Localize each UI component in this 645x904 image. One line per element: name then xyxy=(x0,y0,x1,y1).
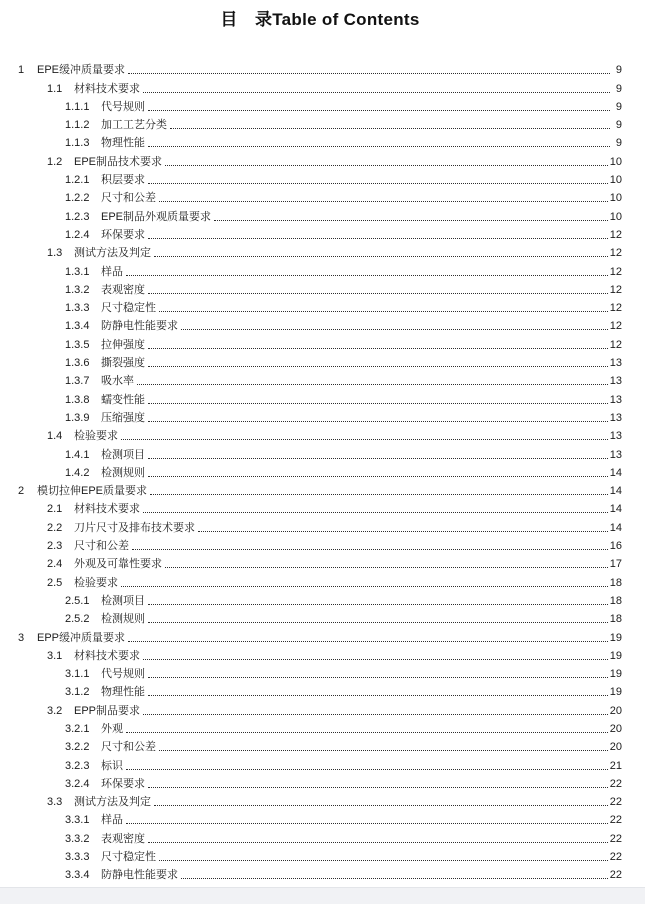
toc-entry-page: 13 xyxy=(609,411,622,424)
dot-leader-icon xyxy=(148,842,608,843)
dot-leader-icon xyxy=(148,604,608,605)
dot-leader-icon xyxy=(148,421,608,422)
toc-entry-number: 1.3.6 xyxy=(65,357,90,370)
toc-entry-label: 蠕变性能 xyxy=(101,393,145,406)
toc-entry-page: 14 xyxy=(609,503,622,516)
toc-entry[interactable] xyxy=(47,78,622,96)
toc-entry[interactable] xyxy=(65,133,622,151)
toc-entry-number: 1.3.8 xyxy=(65,393,90,406)
toc-entry[interactable] xyxy=(65,737,622,755)
toc-entry-label: 环保要求 xyxy=(101,777,145,790)
page-bottom-gap xyxy=(0,887,645,904)
toc-entry-number: 1.3.4 xyxy=(65,320,90,333)
toc-entry-label: 积层要求 xyxy=(101,174,145,187)
dot-leader-icon xyxy=(126,275,608,276)
dot-leader-icon xyxy=(143,714,608,715)
toc-entry[interactable] xyxy=(65,298,622,316)
toc-entry-page: 19 xyxy=(609,631,622,644)
toc-entry-label: 物理性能 xyxy=(101,137,145,150)
toc-entry[interactable] xyxy=(47,517,622,535)
toc-entry-label: 尺寸稳定性 xyxy=(101,851,156,864)
toc-entry[interactable] xyxy=(65,664,622,682)
toc-entry-page: 17 xyxy=(609,558,622,571)
toc-entry-label: 样品 xyxy=(101,814,123,827)
toc-entry-number: 2.1 xyxy=(47,503,63,516)
dot-leader-icon xyxy=(148,677,608,678)
dot-leader-icon xyxy=(126,732,608,733)
toc-entry[interactable] xyxy=(65,847,622,865)
toc-entry[interactable] xyxy=(65,170,622,188)
toc-entry-page: 19 xyxy=(609,686,622,699)
dot-leader-icon xyxy=(148,622,608,623)
dot-leader-icon xyxy=(214,220,608,221)
toc-entry-number: 1.3.1 xyxy=(65,265,90,278)
dot-leader-icon xyxy=(148,458,608,459)
dot-leader-icon xyxy=(143,659,608,660)
toc-entry-page: 14 xyxy=(609,485,622,498)
toc-entry-page: 14 xyxy=(609,521,622,534)
toc-entry-label: 尺寸和公差 xyxy=(101,741,156,754)
toc-entry-label: 刀片尺寸及排布技术要求 xyxy=(74,521,195,534)
toc-entry[interactable] xyxy=(65,371,622,389)
toc-entry-page: 12 xyxy=(609,283,622,296)
toc-entry-number: 3.3.4 xyxy=(65,869,90,882)
dot-leader-icon xyxy=(154,805,608,806)
toc-entry-label: 代号规则 xyxy=(101,100,145,113)
dot-leader-icon xyxy=(148,238,608,239)
toc-entry[interactable] xyxy=(18,627,622,645)
toc-entry-label: 模切拉伸EPE质量要求 xyxy=(37,485,148,498)
toc-entry-label: 拉伸强度 xyxy=(101,338,145,351)
toc-entry-page: 22 xyxy=(609,796,622,809)
toc-entry[interactable] xyxy=(65,682,622,700)
toc-entry[interactable] xyxy=(65,828,622,846)
toc-entry-page: 10 xyxy=(609,155,622,168)
dot-leader-icon xyxy=(159,750,608,751)
toc-entry-label: EPE缓冲质量要求 xyxy=(37,64,126,77)
toc-entry-page: 13 xyxy=(609,430,622,443)
toc-entry-number: 2.5 xyxy=(47,576,63,589)
toc-entry-number: 1.3.5 xyxy=(65,338,90,351)
toc-entry-number: 3.2.4 xyxy=(65,777,90,790)
toc-entry-page: 12 xyxy=(609,265,622,278)
dot-leader-icon xyxy=(128,641,608,642)
toc-entry-page: 12 xyxy=(609,338,622,351)
toc-entry-number: 2.5.1 xyxy=(65,594,90,607)
toc-entry-page: 13 xyxy=(609,357,622,370)
dot-leader-icon xyxy=(148,293,608,294)
toc-entry[interactable] xyxy=(47,646,622,664)
toc-entry-page: 18 xyxy=(609,613,622,626)
toc-entry[interactable] xyxy=(47,499,622,517)
toc-entry-page: 9 xyxy=(615,82,622,95)
toc-entry-number: 1.2 xyxy=(47,155,63,168)
toc-entry-number: 2.5.2 xyxy=(65,613,90,626)
toc-entry[interactable] xyxy=(65,316,622,334)
toc-entry-page: 9 xyxy=(615,100,622,113)
toc-entry-number: 1.3.7 xyxy=(65,375,90,388)
toc-entry-label: 压缩强度 xyxy=(101,411,145,424)
toc-entry-label: 吸水率 xyxy=(101,375,134,388)
toc-entry-label: 撕裂强度 xyxy=(101,357,145,370)
toc-entry[interactable] xyxy=(18,60,622,78)
toc-entry[interactable] xyxy=(47,243,622,261)
toc-entry[interactable] xyxy=(65,206,622,224)
toc-entry[interactable] xyxy=(47,572,622,590)
toc-entry-page: 20 xyxy=(609,741,622,754)
toc-entry-number: 1.2.3 xyxy=(65,210,90,223)
toc-entry-label: 外观 xyxy=(101,722,123,735)
dot-leader-icon xyxy=(126,769,608,770)
toc-entry-label: 检测项目 xyxy=(101,594,145,607)
toc-entry-page: 18 xyxy=(609,594,622,607)
toc-entry-number: 1.2.2 xyxy=(65,192,90,205)
toc-entry-label: 测试方法及判定 xyxy=(74,796,151,809)
toc-list xyxy=(18,60,622,883)
toc-entry-page: 16 xyxy=(609,540,622,553)
toc-entry-label: 防静电性能要求 xyxy=(101,869,178,882)
toc-entry-number: 1.3.2 xyxy=(65,283,90,296)
toc-entry-number: 3.3.3 xyxy=(65,851,90,864)
toc-entry[interactable] xyxy=(65,810,622,828)
toc-entry-page: 18 xyxy=(609,576,622,589)
toc-entry[interactable] xyxy=(65,463,622,481)
toc-entry-label: 检测规则 xyxy=(101,613,145,626)
toc-entry-label: 物理性能 xyxy=(101,686,145,699)
toc-entry-label: 表观密度 xyxy=(101,283,145,296)
toc-entry-page: 22 xyxy=(609,814,622,827)
toc-entry-page: 10 xyxy=(609,174,622,187)
toc-entry-page: 14 xyxy=(609,466,622,479)
dot-leader-icon xyxy=(148,695,608,696)
toc-entry-number: 1.4.1 xyxy=(65,448,90,461)
dot-leader-icon xyxy=(126,823,608,824)
toc-entry-label: 代号规则 xyxy=(101,668,145,681)
toc-entry-label: 测试方法及判定 xyxy=(74,247,151,260)
toc-entry-page: 9 xyxy=(615,64,622,77)
dot-leader-icon xyxy=(148,403,608,404)
toc-entry[interactable] xyxy=(65,280,622,298)
dot-leader-icon xyxy=(181,329,608,330)
toc-entry[interactable] xyxy=(65,353,622,371)
toc-entry-label: 样品 xyxy=(101,265,123,278)
toc-entry-number: 1.1.2 xyxy=(65,119,90,132)
dot-leader-icon xyxy=(165,567,608,568)
toc-entry-label: 材料技术要求 xyxy=(74,649,140,662)
toc-entry-number: 1.3 xyxy=(47,247,63,260)
toc-entry-number: 3.2.2 xyxy=(65,741,90,754)
toc-entry-page: 20 xyxy=(609,704,622,717)
dot-leader-icon xyxy=(121,586,608,587)
dot-leader-icon xyxy=(148,476,608,477)
toc-entry[interactable] xyxy=(65,444,622,462)
toc-entry-page: 22 xyxy=(609,869,622,882)
toc-entry-number: 1.2.4 xyxy=(65,228,90,241)
toc-entry-label: EPP缓冲质量要求 xyxy=(37,631,126,644)
toc-entry-label: EPE制品外观质量要求 xyxy=(101,210,212,223)
toc-entry-label: 表观密度 xyxy=(101,832,145,845)
toc-entry-label: 检测规则 xyxy=(101,466,145,479)
toc-entry-number: 3.3.1 xyxy=(65,814,90,827)
toc-entry-number: 3.1.1 xyxy=(65,668,90,681)
dot-leader-icon xyxy=(198,531,608,532)
toc-entry-label: 防静电性能要求 xyxy=(101,320,178,333)
toc-entry-label: 环保要求 xyxy=(101,228,145,241)
dot-leader-icon xyxy=(132,549,608,550)
toc-entry-page: 19 xyxy=(609,649,622,662)
dot-leader-icon xyxy=(148,366,608,367)
toc-entry[interactable] xyxy=(65,609,622,627)
toc-entry-label: 材料技术要求 xyxy=(74,503,140,516)
toc-entry-label: 尺寸和公差 xyxy=(101,192,156,205)
toc-entry-page: 20 xyxy=(609,722,622,735)
toc-entry-number: 3.1 xyxy=(47,649,63,662)
toc-entry[interactable] xyxy=(18,481,622,499)
toc-entry-page: 13 xyxy=(609,375,622,388)
dot-leader-icon xyxy=(148,348,608,349)
toc-entry-number: 1.4.2 xyxy=(65,466,90,479)
toc-entry[interactable] xyxy=(47,426,622,444)
toc-entry-number: 2.4 xyxy=(47,558,63,571)
toc-entry-label: 材料技术要求 xyxy=(74,82,140,95)
toc-entry-label: 加工工艺分类 xyxy=(101,119,167,132)
toc-entry-number: 3.3.2 xyxy=(65,832,90,845)
dot-leader-icon xyxy=(148,146,610,147)
toc-entry-number: 1.4 xyxy=(47,430,63,443)
toc-entry-label: 检测项目 xyxy=(101,448,145,461)
dot-leader-icon xyxy=(148,110,610,111)
toc-entry[interactable] xyxy=(47,536,622,554)
toc-entry[interactable] xyxy=(65,261,622,279)
dot-leader-icon xyxy=(159,311,608,312)
dot-leader-icon xyxy=(159,201,608,202)
toc-entry-page: 12 xyxy=(609,247,622,260)
toc-entry[interactable] xyxy=(65,591,622,609)
dot-leader-icon xyxy=(165,165,608,166)
toc-entry-page: 12 xyxy=(609,302,622,315)
toc-entry-page: 13 xyxy=(609,448,622,461)
toc-entry-number: 1.1 xyxy=(47,82,63,95)
toc-entry-number: 3.1.2 xyxy=(65,686,90,699)
toc-entry[interactable] xyxy=(65,115,622,133)
toc-entry-label: 标识 xyxy=(101,759,123,772)
toc-entry-label: EPP制品要求 xyxy=(74,704,141,717)
toc-entry[interactable] xyxy=(65,774,622,792)
dot-leader-icon xyxy=(137,384,608,385)
toc-entry-page: 9 xyxy=(615,119,622,132)
toc-entry-label: 检验要求 xyxy=(74,576,118,589)
toc-entry[interactable] xyxy=(65,334,622,352)
toc-entry-number: 2 xyxy=(18,485,25,498)
dot-leader-icon xyxy=(148,787,608,788)
toc-entry[interactable] xyxy=(65,865,622,883)
toc-entry-page: 9 xyxy=(615,137,622,150)
toc-entry-label: 外观及可靠性要求 xyxy=(74,558,162,571)
toc-entry-number: 1.3.3 xyxy=(65,302,90,315)
toc-entry[interactable] xyxy=(65,225,622,243)
toc-entry-page: 22 xyxy=(609,832,622,845)
toc-entry[interactable] xyxy=(47,792,622,810)
toc-entry[interactable] xyxy=(65,389,622,407)
toc-entry-page: 22 xyxy=(609,851,622,864)
toc-entry-page: 10 xyxy=(609,192,622,205)
toc-entry[interactable] xyxy=(65,719,622,737)
toc-entry-number: 2.2 xyxy=(47,521,63,534)
toc-entry-label: 检验要求 xyxy=(74,430,118,443)
toc-entry-label: EPE制品技术要求 xyxy=(74,155,163,168)
toc-entry-page: 10 xyxy=(609,210,622,223)
dot-leader-icon xyxy=(159,860,608,861)
toc-entry[interactable] xyxy=(47,700,622,718)
toc-entry-number: 3 xyxy=(18,631,25,644)
toc-entry[interactable] xyxy=(65,97,622,115)
dot-leader-icon xyxy=(150,494,608,495)
toc-entry-page: 22 xyxy=(609,777,622,790)
toc-entry-number: 1.3.9 xyxy=(65,411,90,424)
toc-entry-page: 19 xyxy=(609,668,622,681)
dot-leader-icon xyxy=(121,439,608,440)
toc-entry-number: 3.3 xyxy=(47,796,63,809)
toc-title: 目 录Table of Contents xyxy=(220,10,420,29)
toc-entry-page: 21 xyxy=(609,759,622,772)
toc-entry-number: 1.1.1 xyxy=(65,100,90,113)
toc-entry-number: 3.2 xyxy=(47,704,63,717)
dot-leader-icon xyxy=(143,92,610,93)
toc-entry-number: 3.2.3 xyxy=(65,759,90,772)
toc-entry-page: 13 xyxy=(609,393,622,406)
dot-leader-icon xyxy=(143,512,608,513)
dot-leader-icon xyxy=(148,183,608,184)
toc-entry[interactable] xyxy=(65,408,622,426)
toc-entry-label: 尺寸稳定性 xyxy=(101,302,156,315)
toc-entry[interactable] xyxy=(47,554,622,572)
dot-leader-icon xyxy=(181,878,608,879)
toc-entry-number: 2.3 xyxy=(47,540,63,553)
toc-entry[interactable] xyxy=(47,151,622,169)
toc-entry-number: 3.2.1 xyxy=(65,722,90,735)
toc-entry-page: 12 xyxy=(609,320,622,333)
toc-entry-number: 1 xyxy=(18,64,25,77)
toc-entry-number: 1.2.1 xyxy=(65,174,90,187)
toc-entry[interactable] xyxy=(65,188,622,206)
dot-leader-icon xyxy=(128,73,610,74)
toc-entry-number: 1.1.3 xyxy=(65,137,90,150)
toc-entry-label: 尺寸和公差 xyxy=(74,540,129,553)
toc-entry-page: 12 xyxy=(609,228,622,241)
dot-leader-icon xyxy=(154,256,608,257)
toc-entry[interactable] xyxy=(65,755,622,773)
dot-leader-icon xyxy=(170,128,610,129)
